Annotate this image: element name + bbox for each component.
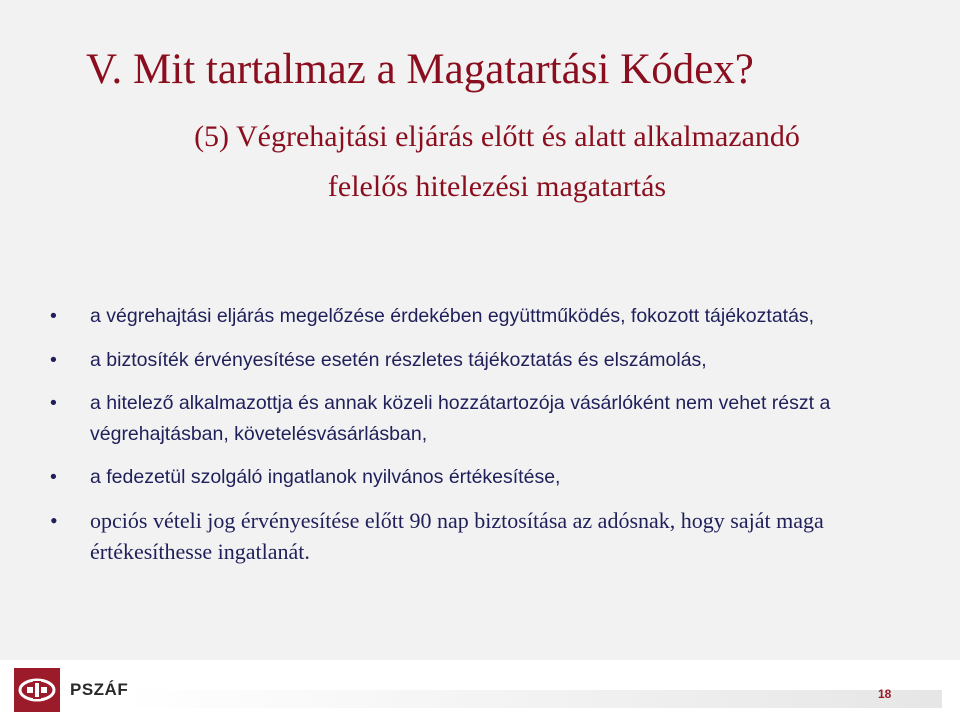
slide-subtitle bbox=[60, 112, 934, 212]
subtitle-line-2: felelős hitelezési magatartás bbox=[327, 170, 667, 203]
bullet-item-4: • a fedezetül szolgáló ingatlanok nyilvános értékesítése, bbox=[46, 462, 906, 493]
bullet-item-1: • a végrehajtási eljárás megelőzése érdekében együttműködés, fokozott tájékoztatás, bbox=[46, 300, 906, 333]
slide-title: V. Mit tartalmaz a Magatartási Kódex? bbox=[86, 46, 754, 93]
subtitle-line-1: (5) Végrehajtási eljárás előtt és alatt alkalmazandó bbox=[194, 120, 800, 153]
pszaf-logo-icon bbox=[14, 668, 60, 712]
logo-text: PSZÁF bbox=[70, 680, 129, 699]
footer-bar bbox=[122, 690, 942, 708]
bullet-item-2: • a biztosíték érvényesítése esetén részletes tájékoztatás és elszámolás, bbox=[46, 345, 906, 376]
bullet-item-3: • a hitelező alkalmazottja és annak közeli hozzátartozója vásárlóként nem vehet részt a végrehajtásban, követelésvásárlásban, bbox=[46, 388, 906, 450]
page-number: 18 bbox=[878, 687, 892, 701]
bullet-item-5: • opciós vételi jog érvényesítése előtt 90 nap biztosítása az adósnak, hogy saját maga értékesíthesse ingatlanát. bbox=[46, 505, 906, 567]
bullet-list bbox=[46, 300, 906, 567]
footer bbox=[0, 660, 960, 717]
